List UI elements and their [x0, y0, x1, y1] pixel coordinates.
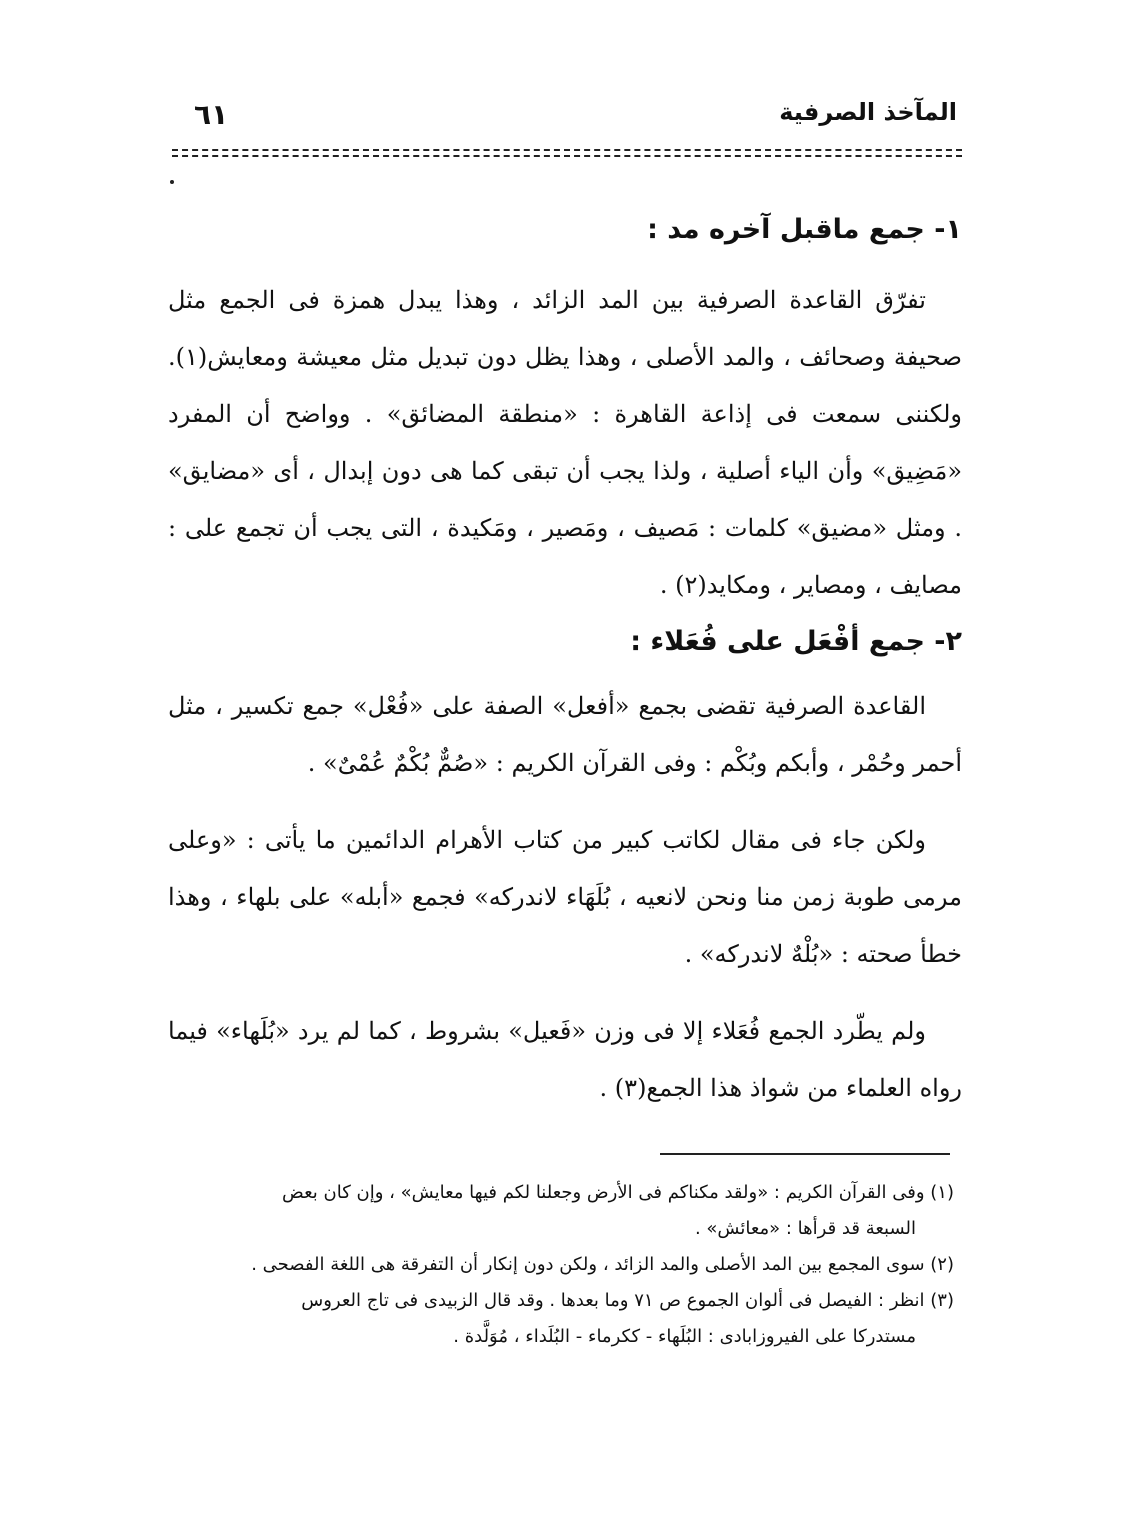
page-header	[172, 98, 957, 134]
footnote-1-line-2: السبعة قد قرأها : «معائش» .	[694, 1218, 916, 1239]
header-rule	[172, 149, 962, 157]
footnote-2: (٢) سوى المجمع بين المد الأصلى والمد الزائد ، ولكن دون إنكار أن التفرقة هى اللغة الفصحى .	[251, 1254, 954, 1275]
main-text	[168, 210, 962, 1117]
footnotes	[165, 1175, 954, 1355]
section-2-paragraph-1: القاعدة الصرفية تقضى بجمع «أفعل» الصفة على «فُعْل» جمع تكسير ، مثل أحمر وحُمْر ، وأبكم وبُكْم : وفى القرآن الكريم : «صُمٌّ بُكْمٌ عُمْىٌ» .	[168, 692, 962, 777]
footnote-3-line-1: (٣) انظر : الفيصل فى ألوان الجموع ص ٧١ وما بعدها . وقد قال الزبيدى فى تاج العروس	[301, 1290, 954, 1311]
section-2-heading: ٢- جمع أفْعَل على فُعَلاء :	[630, 626, 962, 657]
running-title: المآخذ الصرفية	[779, 98, 957, 126]
page-number: ٦١	[194, 98, 229, 131]
footnote-3-line-2: مستدركا على الفيروزابادى : البُلَهاء - ككرماء - البُلَداء ، مُوَلَّدة .	[453, 1326, 916, 1347]
footnote-rule	[660, 1153, 950, 1155]
section-2-paragraph-3: ولم يطّرد الجمع فُعَلاء إلا فى وزن «فَعيل» بشروط ، كما لم يرد «بُلَهاء» فيما رواه العلماء من شواذ هذا الجمع(٣) .	[168, 1017, 962, 1102]
section-2-paragraph-2: ولكن جاء فى مقال لكاتب كبير من كتاب الأهرام الدائمين ما يأتى : «وعلى مرمى طوبة زمن منا ونحن لانعيه ، بُلَهَاء لاندركه» فجمع «أبله» على بلهاء ، وهذا خطأ صحته : «بُلْهٌ لاندركه» .	[168, 826, 962, 968]
stray-dot	[170, 180, 174, 184]
footnote-1-line-1: (١) وفى القرآن الكريم : «ولقد مكناكم فى الأرض وجعلنا لكم فيها معايش» ، وإن كان بعض	[282, 1182, 954, 1203]
section-1-paragraph: تفرّق القاعدة الصرفية بين المد الزائد ، وهذا يبدل همزة فى الجمع مثل صحيفة وصحائف ، والمد الأصلى ، وهذا يظل دون تبديل مثل معيشة ومعايش(١). ولكننى سمعت فى إذاعة القاهرة : «منطقة المضائق» . وواضح أن المفرد «مَضِيق» وأن الياء أصلية ، ولذا يجب أن تبقى كما هى دون إبدال ، أى «مضايق» . ومثل «مضيق» كلمات : مَصيف ، ومَصير ، ومَكيدة ، التى يجب أن تجمع على : مصايف ، ومصاير ، ومكايد(٢) .	[168, 286, 962, 599]
section-1-heading: ١- جمع ماقبل آخره مد :	[647, 214, 962, 245]
